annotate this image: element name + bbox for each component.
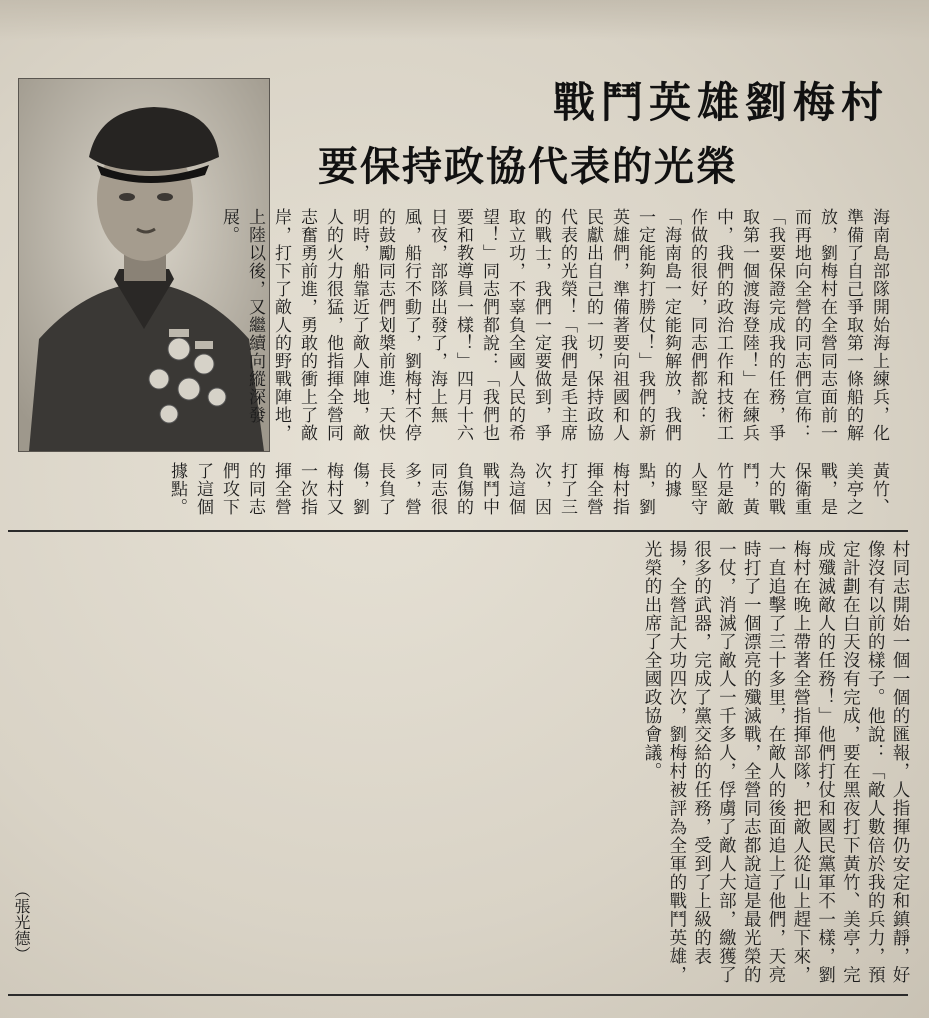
- article-column-top: [219, 208, 892, 453]
- article-text-middle: 黃竹、美亭之戰，是保衛重大的戰鬥，黃竹是敵人堅守的據點，劉梅村指揮全營打了三次，因為這個戰鬥中負傷的同志很多，營長負了傷，劉梅村又一次指揮全營的同志們攻下了這個據點。: [167, 462, 889, 516]
- bottom-divider: [8, 994, 908, 996]
- headline: 戰鬥英雄劉梅村: [552, 78, 889, 127]
- author-byline: （張光德）: [12, 882, 31, 962]
- column-divider: [8, 530, 908, 532]
- article-text-top: 海南島部隊開始海上練兵，化準備了自己爭取第一條船的解放，劉梅村在全營同志面前一而再地向全營的同志們宣佈：「我要保證完成我的任務，爭取第一個渡海登陸！」在練兵中，我們的政治工作和技術工作做的很好，同志們都說：「海南島一定能夠解放，我們一定能夠打勝仗！」我們的新英雄們，準備著要向祖國和人民獻出自己的一切，保持政協代表的光榮！「我們是毛主席的戰士，我們一定要做到，爭取立功，不辜負全國人民的希望！」同志們都說：「我們也要和教導員一樣！」四月十六日夜，部隊出發了，海上無風，船行不動了，劉梅村不停的鼓勵同志們划槳前進，天快明時，船靠近了敵人陣地，敵人的火力很猛，他指揮全營同志奮勇前進，勇敢的衝上了敵岸，打下了敵人的野戰陣地，上陸以後，又繼續向縱深發展。: [219, 208, 889, 442]
- subheadline: 要保持政協代表的光榮: [318, 143, 738, 190]
- article-column-middle: [10, 462, 892, 522]
- article-text-bottom: 村同志開始一個一個的匯報，人指揮仍安定和鎮靜，好像沒有以前的樣子。他說：「敵人數倍於我的兵力，預定計劃在白天沒有完成，要在黑夜打下黃竹、美亭，完成殲滅敵人的任務！」他們打仗和國民黨軍不一樣，劉梅村在晚上帶著全營指揮部隊，把敵人從山上趕下來，一直追擊了三十多里，在敵人的後面追上了他們，天亮時打了一個漂亮的殲滅戰，全營同志都說這是最光榮的一仗，消滅了敵人一千多人，俘虜了敵人大部，繳獲了很多的武器，完成了黨交給的任務，受到了上級的表揚，全營記大功四次，劉梅村被評為全軍的戰鬥英雄，光榮的出席了全國政協會議。: [642, 540, 910, 984]
- page-edge-shadow: [0, 0, 929, 40]
- article-column-bottom: [12, 540, 912, 990]
